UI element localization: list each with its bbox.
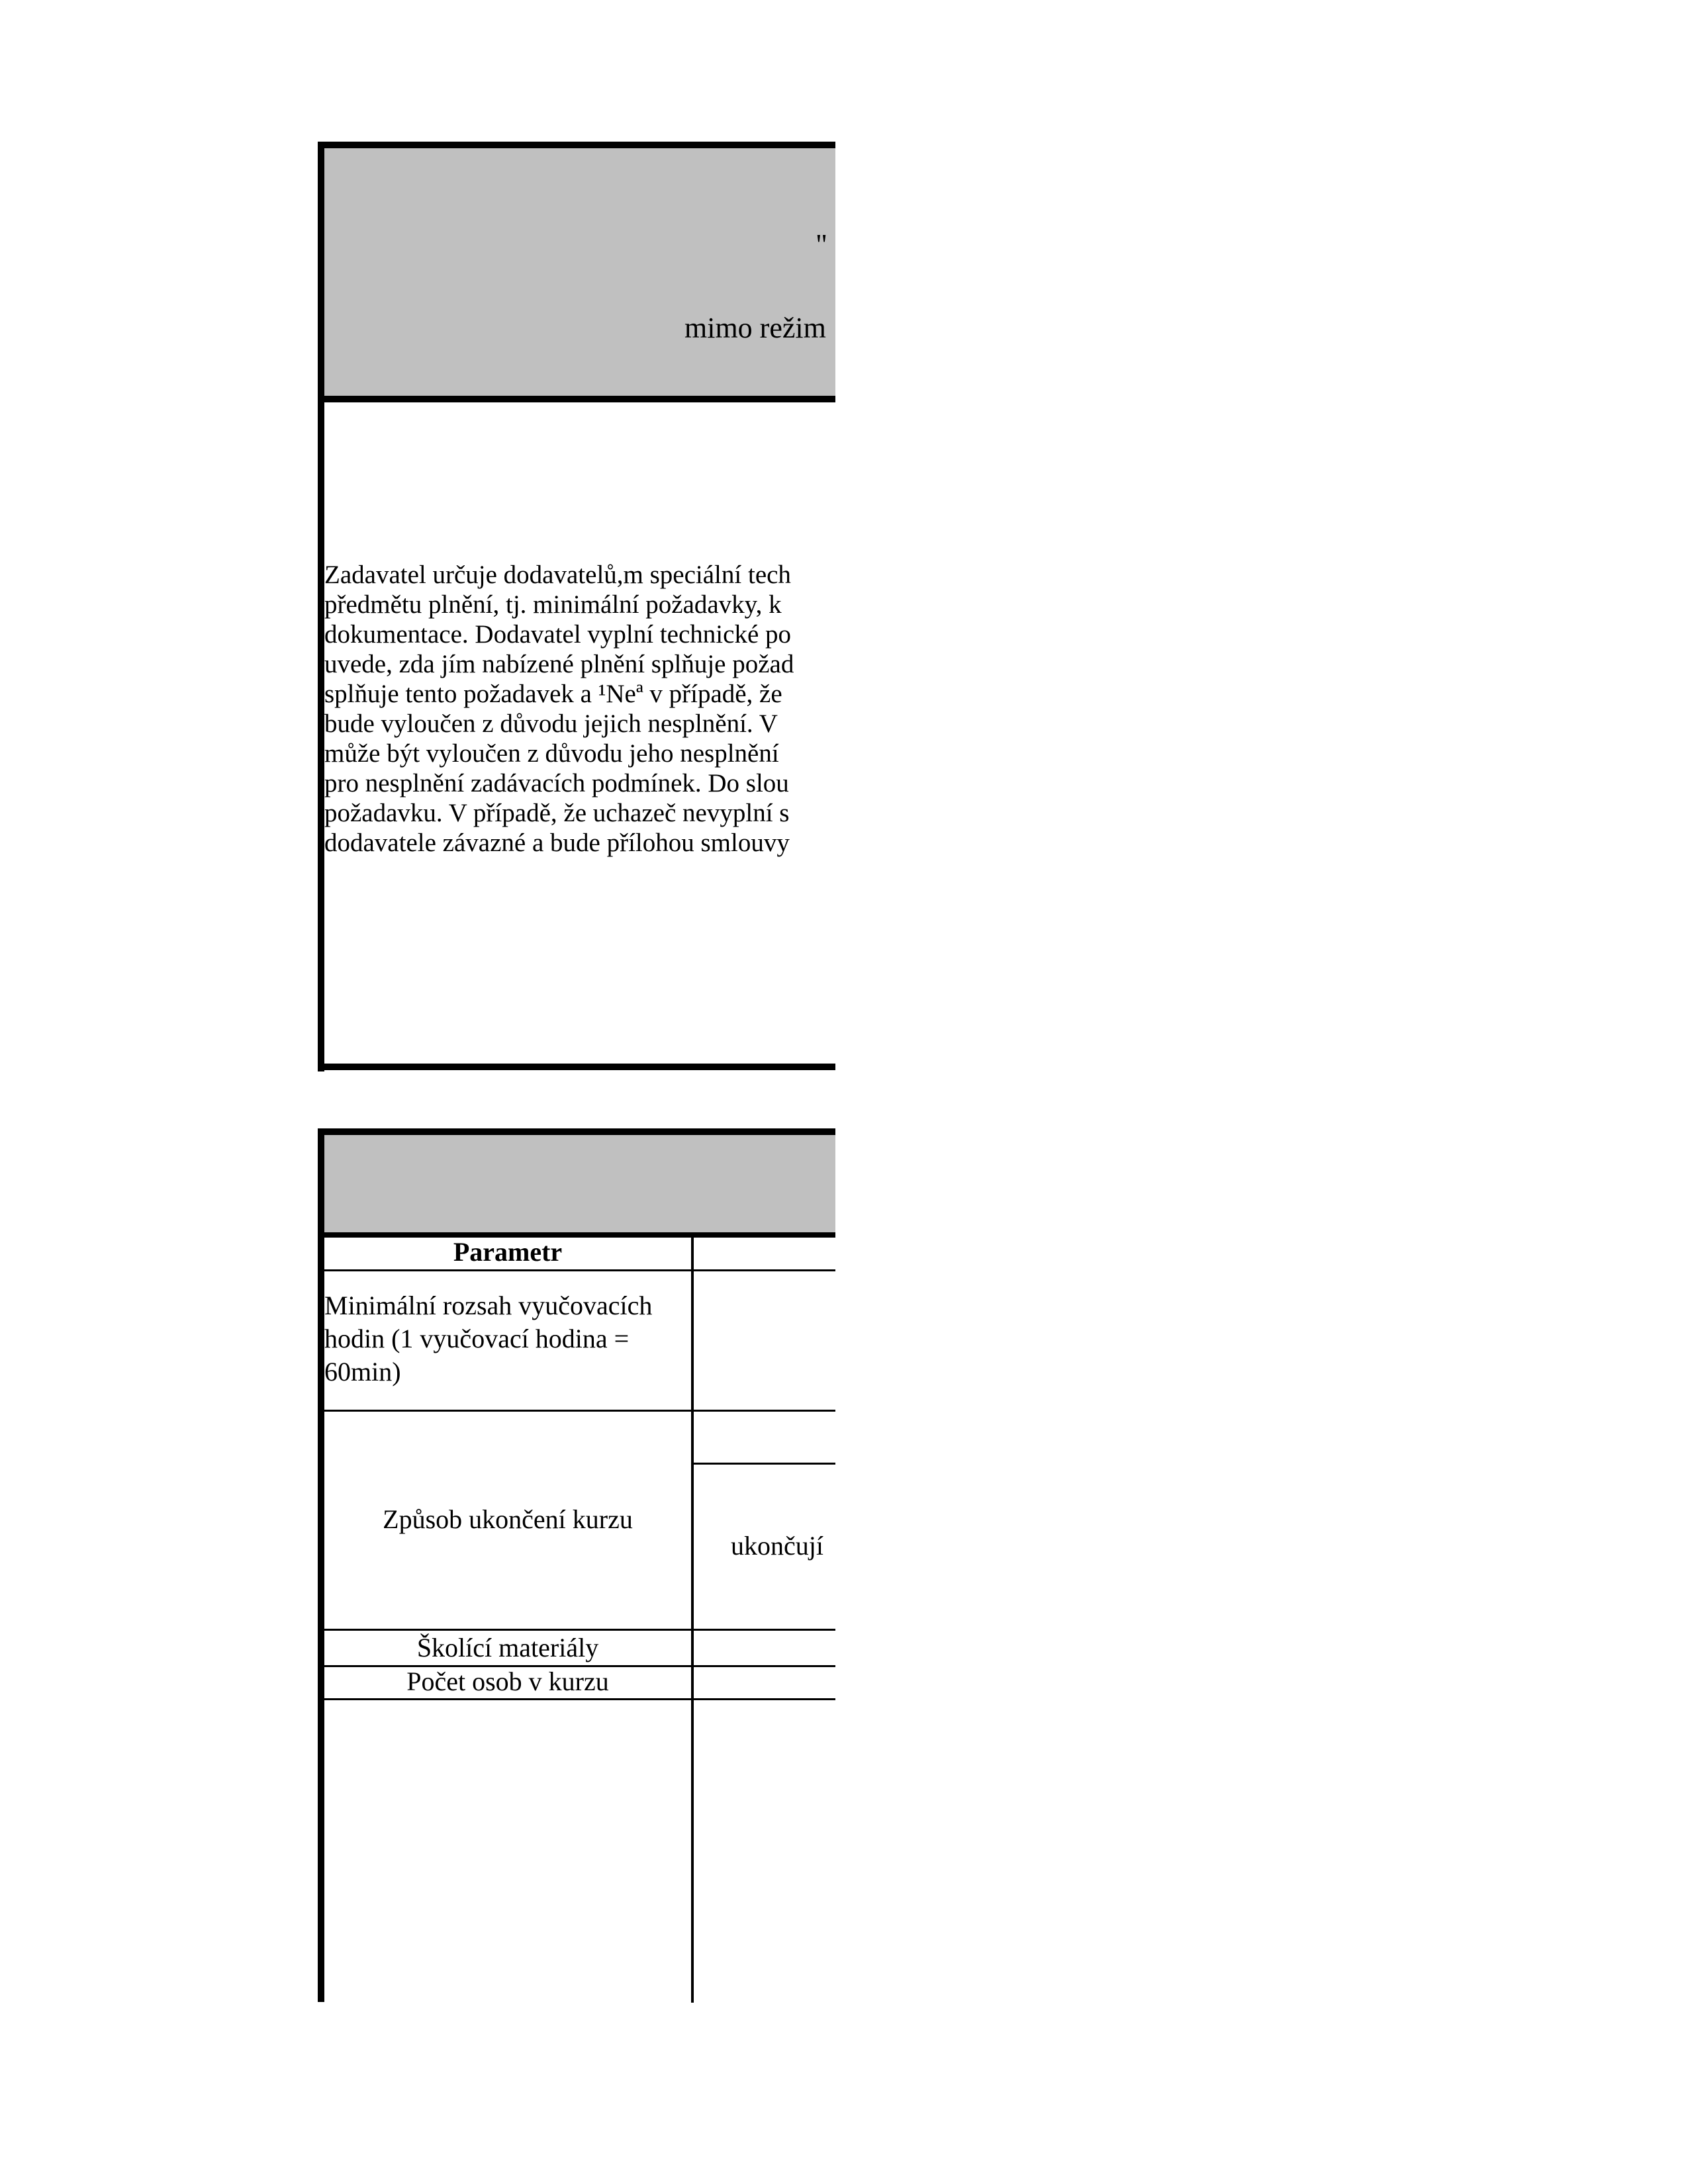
row-divider xyxy=(324,1410,835,1412)
parameter-line: hodin (1 vyučovací hodina = xyxy=(324,1324,630,1353)
row-divider xyxy=(324,1698,835,1700)
section2-header-band xyxy=(318,1128,835,1236)
table-row-parameter: Počet osob v kurzu xyxy=(406,1666,609,1696)
table-row-parameter: Způsob ukončení kurzu xyxy=(383,1504,633,1534)
paragraph-line: dokumentace. Dodavatel vyplní technické po xyxy=(324,620,792,649)
parameter-line: 60min) xyxy=(324,1357,401,1387)
table-row-parameter: Školící materiály xyxy=(416,1633,599,1662)
table-row-parameter xyxy=(324,1289,691,1388)
table-row-value-fragment: ukončují xyxy=(731,1531,823,1561)
page-viewport xyxy=(0,0,835,2184)
instructions-paragraph xyxy=(324,560,835,858)
section1-title-fragment: " xyxy=(816,228,827,261)
paragraph-line: dodavatele závazné a bude přílohou smlouvy xyxy=(324,829,790,857)
paragraph-line: Zadavatel určuje dodavatelů,m speciální tech xyxy=(324,561,791,589)
section2-top-border xyxy=(318,1128,835,1135)
column-header-parametr: Parametr xyxy=(453,1237,563,1267)
paragraph-line: požadavku. V případě, že uchazeč nevyplní s xyxy=(324,799,790,827)
section1-subtitle-fragment: mimo režim xyxy=(684,312,826,344)
section1-header-divider xyxy=(318,396,835,402)
table-column-divider xyxy=(691,1235,694,2003)
section1-left-border xyxy=(318,142,324,1071)
section1-header-band xyxy=(318,142,835,400)
paragraph-line: bude vyloučen z důvodu jejich nesplnění. V xyxy=(324,709,778,738)
paragraph-line: uvede, zda jím nabízené plnění splňuje požad xyxy=(324,650,794,678)
row-divider xyxy=(324,1269,835,1271)
paragraph-line: splňuje tento požadavek a ¹Neª v případě, že xyxy=(324,680,782,708)
section1-bottom-border xyxy=(318,1064,835,1070)
paragraph-line: může být vyloučen z důvodu jeho nesplnění xyxy=(324,739,779,768)
subrow-divider xyxy=(692,1463,835,1465)
paragraph-line: předmětu plnění, tj. minimální požadavky, k xyxy=(324,590,782,619)
parameter-line: Minimální rozsah vyučovacích xyxy=(324,1291,653,1320)
paragraph-line: pro nesplnění zadávacích podmínek. Do slou xyxy=(324,769,789,797)
section1-top-border xyxy=(318,142,835,148)
section2-left-border xyxy=(318,1128,324,2002)
